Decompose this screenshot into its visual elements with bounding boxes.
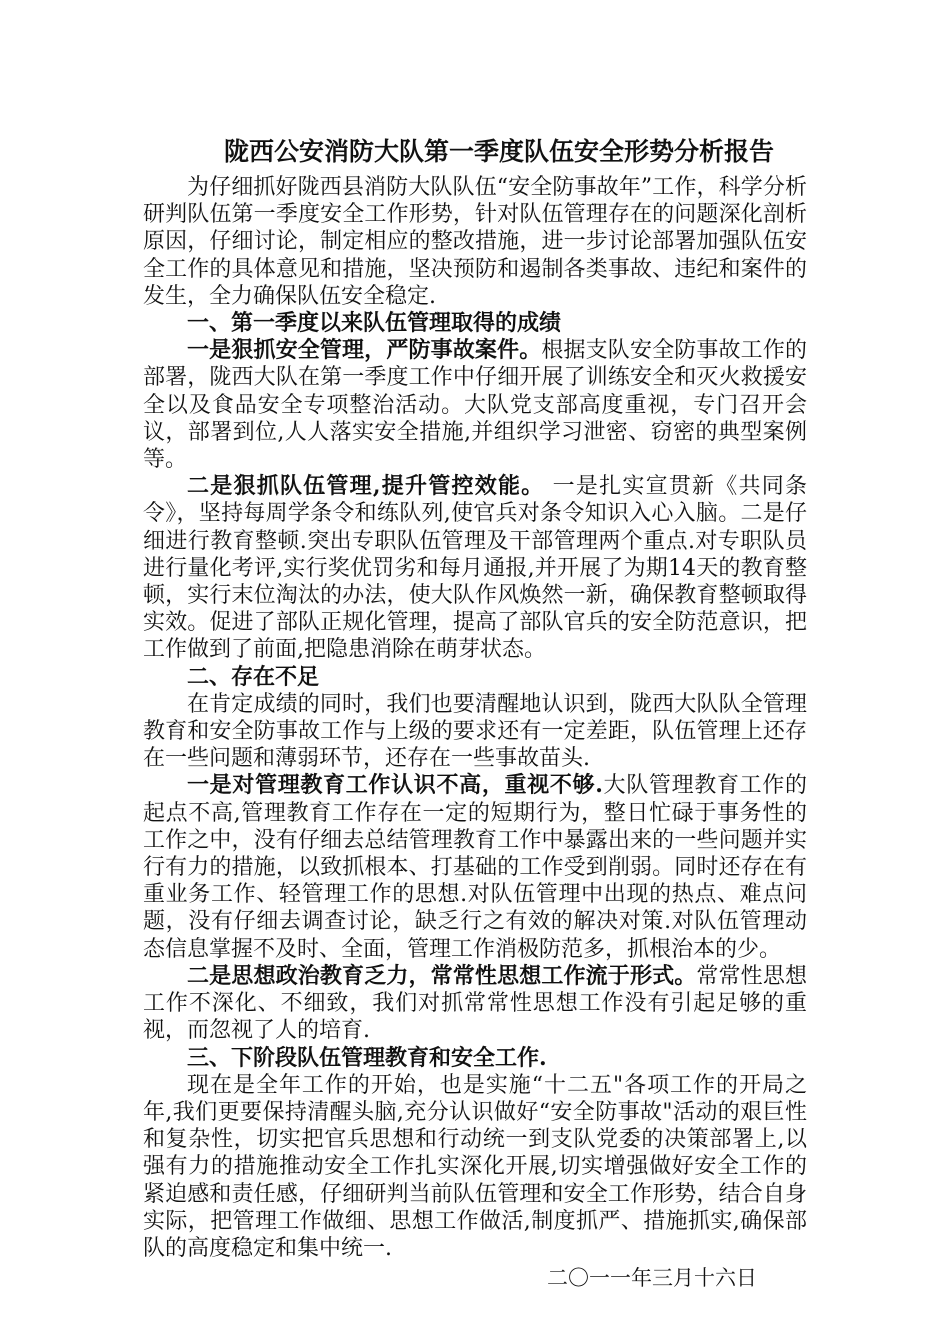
section-1-paragraph-1-body: 根据支队安全防事故工作的部署，陇西大队在第一季度工作中仔细开展了训练安全和灭火救援安全以及食品安全专项整治活动。大队党支部高度重视，专门召开会议，部署到位,人人落实安全措施,并组织学习泄密、窃密的典型案例等。 — [143, 338, 807, 473]
section-2-heading: 二、存在不足 — [187, 663, 320, 690]
section-2-paragraph-1 — [143, 772, 807, 962]
section-1-heading: 一、第一季度以来队伍管理取得的成绩 — [187, 310, 562, 337]
section-2-paragraph-2 — [143, 963, 807, 1045]
section-1-paragraph-2-body: 一是扎实宣贯新《共同条令》，坚持每周学条令和练队列,使官兵对条令知识入心入脑。二是仔细进行教育整顿.突出专职队伍管理及干部管理两个重点.对专职队员进行量化考评,实行奖优罚劣和每月通报,并开展了为期14天的教育整顿，实行末位淘汰的办法，使大队作风焕然一新，确保教育整顿取得实效。促进了部队正规化管理，提高了部队官兵的安全防范意识，把工作做到了前面,把隐患消除在萌芽状态。 — [143, 474, 807, 663]
section-2-paragraph-1-lead: 一是对管理教育工作认识不高，重视不够. — [187, 772, 603, 799]
section-1-paragraph-1 — [143, 337, 807, 473]
intro-paragraph: 为仔细抓好陇西县消防大队队伍“安全防事故年”工作，科学分析研判队伍第一季度安全工作形势，针对队伍管理存在的问题深化剖析原因，仔细讨论，制定相应的整改措施，进一步讨论部署加强队伍安全工作的具体意见和措施，坚决预防和遏制各类事故、违纪和案件的发生，全力确保队伍安全稳定. — [143, 175, 807, 309]
section-2-paragraph-2-body: 常常性思想工作不深化、不细致，我们对抓常常性思想工作没有引起足够的重视，而忽视了人的培育. — [143, 963, 807, 1044]
section-1-paragraph-2 — [143, 473, 807, 663]
section-2-intro: 在肯定成绩的同时，我们也要清醒地认识到，陇西大队队全管理教育和安全防事故工作与上级的要求还有一定差距，队伍管理上还存在一些问题和薄弱环节，还存在一些事故苗头. — [143, 691, 807, 772]
section-3-paragraph: 现在是全年工作的开始，也是实施“十二五"各项工作的开局之年,我们更要保持清醒头脑,充分认识做好“安全防事故"活动的艰巨性和复杂性，切实把官兵思想和行动统一到支队党委的决策部署上,以强有力的措施推动安全工作扎实深化开展,切实增强做好安全工作的紧迫感和责任感，仔细研判当前队伍管理和安全工作形势，结合自身实际，把管理工作做细、思想工作做活,制度抓严、措施抓实,确保部队的高度稳定和集中统一. — [143, 1072, 807, 1261]
section-2-paragraph-1-body: 大队管理教育工作的起点不高,管理教育工作存在一定的短期行为，整日忙碌于事务性的工作之中，没有仔细去总结管理教育工作中暴露出来的一些问题并实行有力的措施，以致抓根本、打基础的工作受到削弱。同时还存在有重业务工作、轻管理工作的思想.对队伍管理中出现的热点、难点问题，没有仔细去调查讨论，缺乏行之有效的解决对策.对队伍管理动态信息掌握不及时、全面，管理工作消极防范多，抓根治本的少。 — [143, 773, 807, 962]
section-1-paragraph-2-lead: 二是狠抓队伍管理,提升管控效能。 — [187, 473, 545, 500]
section-1-paragraph-1-lead: 一是狠抓安全管理，严防事故案件。 — [187, 337, 542, 364]
section-2-paragraph-2-lead: 二是思想政治教育乏力，常常性思想工作流于形式。 — [187, 962, 697, 989]
document-title: 陇西公安消防大队第一季度队伍安全形势分析报告 — [223, 137, 774, 166]
document-page — [143, 130, 807, 1292]
section-3-heading: 三、下阶段队伍管理教育和安全工作. — [187, 1044, 547, 1071]
document-date: 二〇一一年三月十六日 — [547, 1266, 757, 1291]
